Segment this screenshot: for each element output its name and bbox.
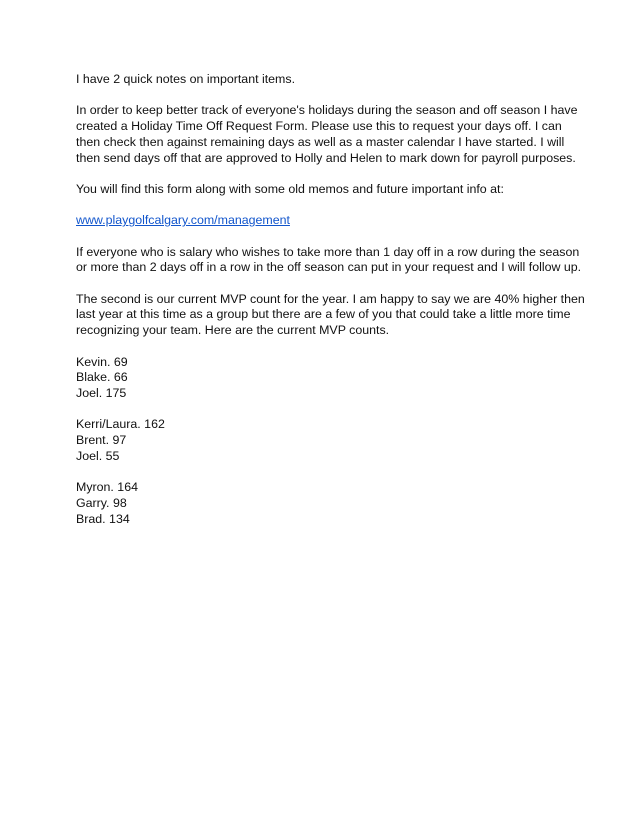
mvp-score-line: Joel. 55 [76,448,120,463]
mvp-group-3 [76,480,586,527]
mvp-score-line: Brent. 97 [76,433,127,448]
mvp-score-line: Brad. 134 [76,511,130,526]
mvp-score-line: Kevin. 69 [76,354,128,369]
mvp-group-1 [76,355,586,402]
mvp-score-line: Blake. 66 [76,370,128,385]
document-body [76,72,586,543]
intro-paragraph: I have 2 quick notes on important items. [76,72,296,86]
form-location-paragraph: You will find this form along with some old memos and future important info at: [76,181,504,196]
mvp-group-2 [76,417,586,464]
mvp-score-line: Kerri/Laura. 162 [76,417,165,432]
salary-request-paragraph: If everyone who is salary who wishes to take more than 1 day off in a row during the season or more than 2 days off in a row in the off season can put in your request and I will follow up. [76,244,582,275]
mvp-score-line: Joel. 175 [76,385,127,400]
management-link-paragraph [76,213,586,229]
management-link[interactable]: www.playgolfcalgary.com/management [76,213,290,228]
mvp-score-line: Garry. 98 [76,495,127,510]
mvp-count-paragraph: The second is our current MVP count for the year. I am happy to say we are 40% higher then last year at this time as a group but there are a few of you that could take a little more time recognizing your team. Here are the current MVP counts. [76,291,585,338]
mvp-score-line: Myron. 164 [76,480,138,495]
holiday-request-paragraph: In order to keep better track of everyone's holidays during the season and off season I have created a Holiday Time Off Request Form. Please use this to request your days off. I can then check then against remaining days as well as a master calendar I have started. I will then send days off that are approved to Holly and Helen to mark down for payroll purposes. [76,103,578,165]
